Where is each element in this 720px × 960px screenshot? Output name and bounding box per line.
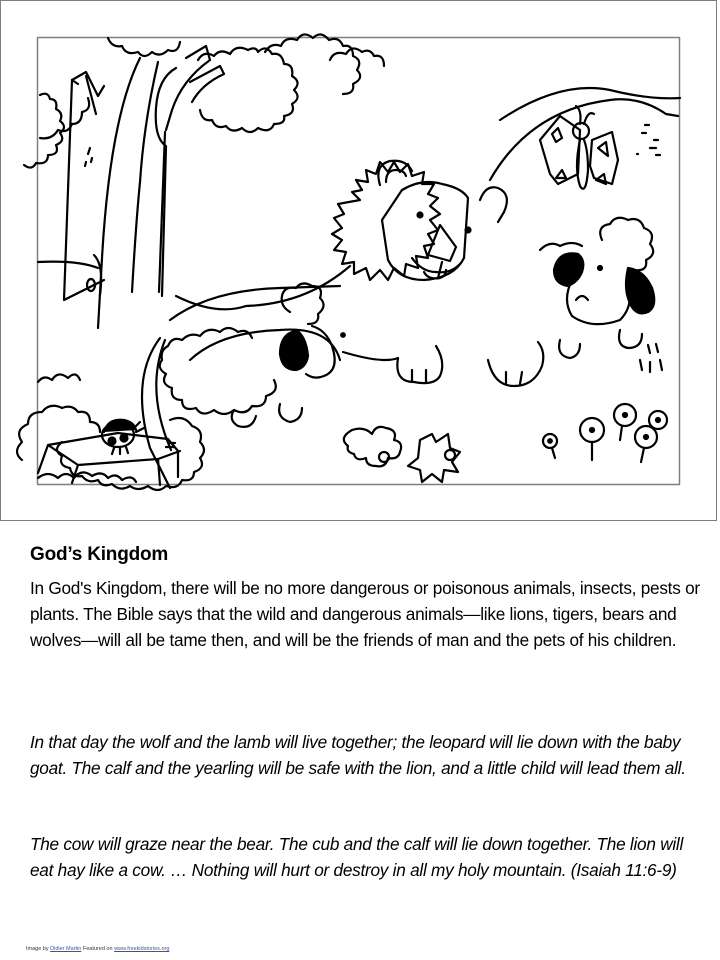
author-link[interactable]: Didier Martin	[50, 946, 82, 952]
butterfly-icon	[540, 106, 660, 189]
hill-left	[38, 262, 98, 268]
credit-middle: Featured on	[81, 946, 115, 952]
site-link[interactable]: www.freekidstories.org	[114, 946, 170, 952]
sheep-right-icon	[540, 218, 662, 372]
rock-bush-icon	[17, 406, 204, 490]
scripture-paragraph-1: In that day the wolf and the lamb will live together; the leopard will lie down with the baby goat. The calf and the yearling will be safe with the lion, and a little child will lead them all.	[30, 732, 686, 778]
bush-left	[38, 374, 80, 382]
intro-paragraph: In God's Kingdom, there will be no more dangerous or poisonous animals, insects, pests or plants. The Bible says that the wild and dangerous animals—like lions, tigers, bears and wolves—will all be tame then, and will be the friends of man and the pets of his children.	[30, 578, 700, 650]
credit-prefix: Image by	[26, 946, 51, 952]
scripture-paragraph-2: The cow will graze near the bear. The cub and the calf will lie down together. The lion will eat hay like a cow. … Nothing will hurt or destroy in all my holy mountain. (Isaiah 11:6-9)	[30, 834, 684, 880]
tree-canopy-icon	[24, 34, 384, 167]
page-title: God’s Kingdom	[30, 544, 169, 565]
flowers-icon	[344, 404, 667, 482]
image-credit	[26, 946, 169, 952]
lion-icon	[142, 161, 543, 488]
tree-trunk-icon	[64, 46, 224, 328]
